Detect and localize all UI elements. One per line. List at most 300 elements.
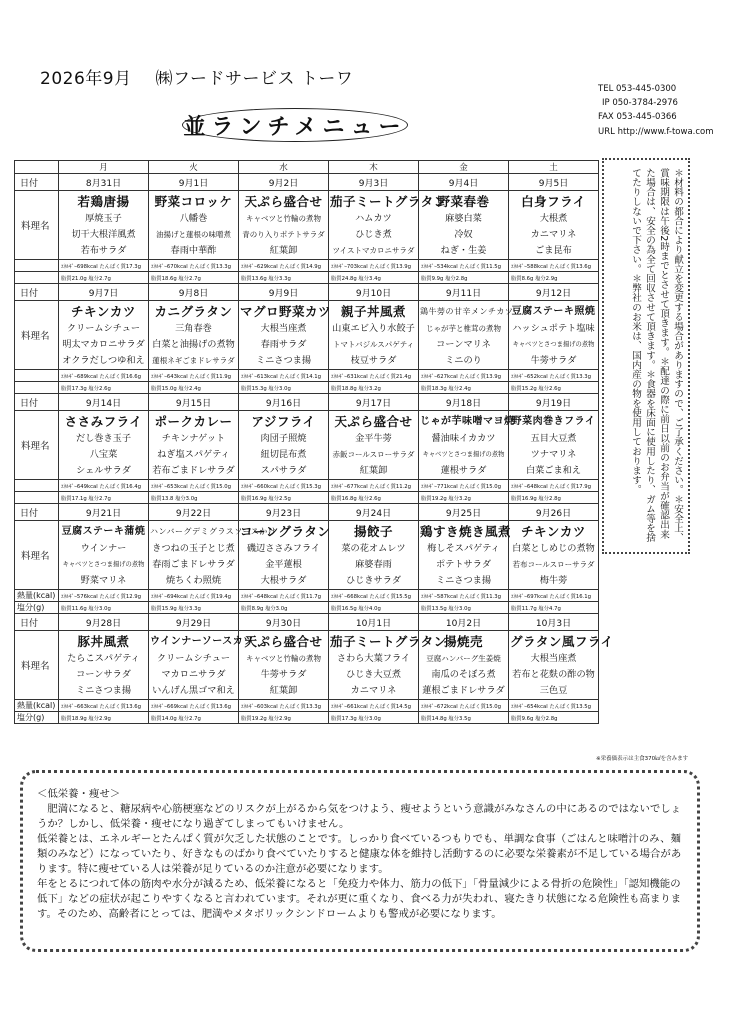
side-dish: 紅葉卸 [269,245,298,256]
menu-month: 2026年9月 [40,69,132,89]
energy-row [15,260,599,272]
side-dish: 蓮根サラダ [440,465,487,476]
side-dish: 明太マカロニサラダ [62,339,145,350]
main-dish: 白身フライ [521,194,586,209]
day-menu-cell [59,301,149,370]
side-dish: ツイストマカロニサラダ [332,246,415,255]
energy-label [15,370,59,382]
salt-value: 脂質11.6g 塩分3.0g [59,602,149,614]
side-dish: カニマリネ [530,229,577,240]
main-dish: 茄子ミートグラタン [330,634,447,649]
day-date: 9月3日 [329,174,419,191]
menu-label: 料理名 [15,521,59,590]
menu-row [15,191,599,260]
side-dish: じゃが芋と椎茸の煮物 [426,324,501,333]
side-dish: 白菜と油揚げの煮物 [152,339,235,350]
side-dish: ねぎ塩スパゲティ [157,449,230,460]
day-menu-cell [509,301,599,370]
energy-label: 熱量(kcal) [15,590,59,602]
day-date: 9月4日 [419,174,509,191]
energy-value: ｴﾈﾙｷﾞｰ694kcal たんぱく質19.4g [149,590,239,602]
salt-value: 脂質17.1g 塩分2.7g [59,492,149,504]
main-dish: 鶏すき焼き風煮 [420,524,512,539]
side-dish: トマトバジルスパゲティ [332,340,415,349]
ip-phone: IP 050-3784-2976 [602,98,678,109]
date-label: 日付 [15,394,59,411]
menu-row [15,521,599,590]
side-dish: 梅しそスパゲティ [427,543,500,554]
salt-value: 脂質18.8g 塩分3.2g [329,382,419,394]
day-date: 9月15日 [149,394,239,411]
energy-value: ｴﾈﾙｷﾞｰ587kcal たんぱく質11.3g [419,590,509,602]
side-dish: 梅牛蒡 [539,575,568,586]
side-dish: さわら大葉フライ [336,653,411,664]
menu-row [15,631,599,700]
date-label: 日付 [15,174,59,191]
energy-value: ｴﾈﾙｷﾞｰ631kcal たんぱく質21.4g [329,370,419,382]
main-dish: ウインナーソースカツ [150,636,254,647]
side-dish: ミニのり [445,355,482,366]
date-row [15,174,599,191]
day-menu-cell [59,191,149,260]
day-menu-cell [239,521,329,590]
side-dish: キャベツとさつま揚げの煮物 [512,341,595,348]
main-dish: チキンカツ [521,524,586,539]
side-dish: スパサラダ [260,465,307,476]
energy-value: ｴﾈﾙｷﾞｰ668kcal たんぱく質15.5g [329,590,419,602]
day-menu-cell [149,191,239,260]
salt-row [15,602,599,614]
side-dish: 大根当座煮 [260,323,307,334]
salt-row [15,382,599,394]
main-dish: 天ぷら盛合せ [244,194,323,209]
side-dish: 三色豆 [539,685,568,696]
day-date: 9月26日 [509,504,599,521]
day-menu-cell [329,411,419,480]
energy-value: ｴﾈﾙｷﾞｰ698kcal たんぱく質17.3g [59,260,149,272]
side-dish: キャベツと竹輪の煮物 [246,214,321,223]
salt-value: 脂質18.9g 塩分2.9g [59,712,149,724]
salt-value: 脂質8.9g 塩分3.0g [239,602,329,614]
header-title [40,64,371,89]
day-date: 9月29日 [149,614,239,631]
day-date: 9月7日 [59,284,149,301]
company-name: ㈱フードサービス トーワ [155,69,354,89]
side-dish: 春雨中華酢 [170,245,217,256]
salt-value: 脂質16.5g 塩分4.0g [329,602,419,614]
main-dish: カニグラタン [154,304,233,319]
side-dish: 白菜ごま和え [525,465,582,476]
main-dish: 揚餃子 [353,524,393,539]
weekday-header: 金 [419,161,509,174]
energy-value: ｴﾈﾙｷﾞｰ627kcal たんぱく質13.9g [419,370,509,382]
side-dish: キャベツとさつま揚げの煮物 [62,561,145,568]
day-menu-cell [149,301,239,370]
side-dish: 青のり入りポテトサラダ [242,230,325,239]
day-date: 9月25日 [419,504,509,521]
date-row [15,284,599,301]
side-dish: 牛蒡サラダ [260,669,307,680]
salt-label: 塩分(g) [15,602,59,614]
weekday-header: 水 [239,161,329,174]
side-dish: ポテトサラダ [435,559,492,570]
day-date: 9月11日 [419,284,509,301]
menu-table [14,160,614,765]
side-dish: マカロニサラダ [161,669,226,680]
main-dish: 親子丼風煮 [340,304,406,319]
salt-value: 脂質13.6g 塩分3.3g [239,272,329,284]
day-menu-cell [329,301,419,370]
side-dish: ごま昆布 [535,245,572,256]
date-label: 日付 [15,614,59,631]
side-dish: だし巻き玉子 [75,433,132,444]
energy-value: ｴﾈﾙｷﾞｰ576kcal たんぱく質12.9g [59,590,149,602]
day-date: 9月12日 [509,284,599,301]
side-dish: ツナマリネ [530,449,577,460]
energy-row [15,370,599,382]
energy-value: ｴﾈﾙｷﾞｰ663kcal たんぱく質13.6g [59,700,149,712]
energy-value: ｴﾈﾙｷﾞｰ677kcal たんぱく質11.2g [329,480,419,492]
side-dish: クリームシチュー [156,653,231,664]
side-dish: 大根煮 [539,213,568,224]
day-menu-cell [149,631,254,700]
day-date: 9月23日 [239,504,329,521]
day-menu-cell [329,521,419,590]
side-dish: 五目大豆煮 [530,433,577,444]
side-dish: 金平蓮根 [265,559,302,570]
salt-value: 脂質13.5g 塩分3.0g [419,602,509,614]
salt-label [15,492,59,504]
energy-value: ｴﾈﾙｷﾞｰ697kcal たんぱく質16.1g [509,590,599,602]
side-dish: 若布サラダ [80,245,127,256]
weekday-header-row [15,161,599,174]
salt-row [15,712,599,724]
day-date: 9月17日 [329,394,419,411]
side-dish: ハムカツ [355,213,392,224]
side-dish: 紐切昆布煮 [260,449,307,460]
salt-value: 脂質21.0g 塩分2.7g [59,272,149,284]
energy-value: ｴﾈﾙｷﾞｰ534kcal たんぱく質11.5g [419,260,509,272]
side-dish: ミニさつま揚 [75,685,132,696]
side-dish: 白菜としめじの煮物 [512,543,595,554]
weekday-header-blank [15,161,59,174]
energy-label [15,480,59,492]
day-date: 9月18日 [419,394,509,411]
advice-paragraph-3: 年をとるにつれて体の筋肉や水分が減るため、低栄養になると「免疫力や体力、筋力の低下」「骨量減少による骨折の危険性」「認知機能の低下」などの症状が起こりやすくなると言われています。それが更に重くなり、食べる力が失われ、寝たきり状態になる危険性も高まります。そのため、高齢者にとっては、肥満やメタボリックシンドロームよりも警戒が必要になります。 [37,878,682,920]
energy-value: ｴﾈﾙｷﾞｰ653kcal たんぱく質15.0g [149,480,239,492]
day-menu-cell [149,411,239,480]
nutrition-footnote: ※栄養価表示は主食370㎉を含みます [596,756,689,762]
side-dish: 蓮根ごまドレサラダ [422,685,505,696]
salt-value: 脂質17.3g 塩分3.0g [329,712,419,724]
main-dish: じゃが芋味噌マヨ焼 [420,416,515,427]
day-menu-cell [59,411,149,480]
day-date: 9月24日 [329,504,419,521]
menu-title: 並ランチメニュー [182,108,408,142]
side-dish: コーンサラダ [76,669,131,680]
salt-value: 脂質15.0g 塩分2.4g [149,382,239,394]
side-dish: チキンナゲット [161,433,226,444]
energy-value: ｴﾈﾙｷﾞｰ648kcal たんぱく質11.7g [239,590,329,602]
energy-row [15,480,599,492]
salt-value: 脂質16.9g 塩分2.5g [239,492,329,504]
menu-row [15,411,599,480]
day-menu-cell [509,411,599,480]
energy-value: ｴﾈﾙｷﾞｰ672kcal たんぱく質15.0g [419,700,509,712]
side-dish: ミニさつま揚 [255,355,312,366]
side-dish: 大根サラダ [260,575,307,586]
side-dish: 金平牛蒡 [355,433,392,444]
side-dish: 切干大根洋風煮 [71,229,136,240]
menu-grid [14,160,614,724]
salt-value: 脂質11.7g 塩分4.7g [509,602,599,614]
side-dish: 焼ちくわ照焼 [165,575,222,586]
salt-value: 脂質14.8g 塩分3.5g [419,712,509,724]
weekday-header: 火 [149,161,239,174]
energy-value: ｴﾈﾙｷﾞｰ643kcal たんぱく質11.9g [149,370,239,382]
side-dish: 麻婆春雨 [355,559,392,570]
salt-value: 脂質24.8g 塩分3.4g [329,272,419,284]
main-dish: 茄子ミートグラタン [330,194,447,209]
day-date: 10月2日 [419,614,509,631]
day-date: 9月9日 [239,284,329,301]
side-dish: ひじき大豆煮 [345,669,402,680]
energy-value: ｴﾈﾙｷﾞｰ588kcal たんぱく質13.6g [509,260,599,272]
main-dish: ささみフライ [64,414,143,429]
main-dish: 若鶏唐揚 [77,194,130,209]
menu-label: 料理名 [15,191,59,260]
menu-label: 料理名 [15,411,59,480]
salt-value: 脂質18.6g 塩分2.7g [149,272,239,284]
energy-value: ｴﾈﾙｷﾞｰ648kcal たんぱく質17.9g [509,480,599,492]
salt-value: 脂質9.9g 塩分2.8g [419,272,509,284]
side-dish: 山東エビ入り水餃子 [332,323,415,334]
salt-label [15,272,59,284]
side-dish: ウインナー [80,543,127,554]
day-menu-cell [239,411,329,480]
day-menu-cell [329,191,447,260]
side-dish: 八幡巻 [179,213,208,224]
notice-box: ＊材料の都合により献立を変更する場合がありますので、ご了承ください。＊安全上、賞味期限は午後2時までとさせて頂きます。＊配達の際に前日以前のお弁当が確認出来た場合は、安全の為全て回収させて頂きます。＊食器を床面に使用したり、ガム等を捨てたりしないで下さい。＊弊社のお米は、国内産の物を使用しております。 [602,158,690,554]
day-date: 9月8日 [149,284,239,301]
salt-value: 脂質16.9g 塩分2.8g [509,492,599,504]
day-date: 9月30日 [239,614,329,631]
salt-value: 脂質19.2g 塩分2.9g [239,712,329,724]
main-dish: ハンバーグデミグラスソースかけ [150,527,277,536]
side-dish: 厚焼玉子 [85,213,122,224]
energy-value: ｴﾈﾙｷﾞｰ669kcal たんぱく質13.6g [149,700,239,712]
salt-value: 脂質15.9g 塩分3.3g [149,602,239,614]
day-menu-cell [509,631,614,700]
side-dish: 磯辺ささみフライ [246,543,321,554]
energy-row [15,700,599,712]
energy-value: ｴﾈﾙｷﾞｰ649kcal たんぱく質16.4g [59,480,149,492]
side-dish: 大根当座煮 [530,653,577,664]
tel: TEL 053-445-0300 [598,84,677,94]
date-row [15,394,599,411]
main-dish: グラタン風フライ [510,634,614,649]
salt-value: 脂質15.3g 塩分3.0g [239,382,329,394]
side-dish: キャベツとさつま揚げの煮物 [422,451,505,458]
main-dish: 揚焼売 [443,634,483,649]
day-date: 9月2日 [239,174,329,191]
main-dish: 豆腐ステーキ蒲焼 [61,526,146,537]
menu-label: 料理名 [15,631,59,700]
side-dish: キャベツと竹輪の煮物 [246,654,321,663]
energy-value: ｴﾈﾙｷﾞｰ654kcal たんぱく質13.5g [509,700,599,712]
energy-value: ｴﾈﾙｷﾞｰ660kcal たんぱく質15.3g [239,480,329,492]
side-dish: 肉団子照焼 [260,433,307,444]
side-dish: 麻婆白菜 [445,213,482,224]
energy-label [15,260,59,272]
side-dish: 紅葉卸 [359,465,388,476]
side-dish: 蓮根ネギごまドレサラダ [152,356,235,365]
advice-paragraph-1: 肥満になると、糖尿病や心筋梗塞などのリスクが上がるから気をつけよう、痩せようという意識がみなさんの中にあるのではないでしょうか？しかし、低栄養・痩せになり過ぎてしまってもいけません。 [37,803,682,830]
day-date: 10月3日 [509,614,599,631]
weekday-header: 土 [509,161,599,174]
salt-value: 脂質8.6g 塩分2.9g [509,272,599,284]
main-dish: 野菜コロッケ [154,194,233,209]
salt-value: 脂質13.8 塩分3.0g [149,492,239,504]
contact-info [598,82,728,139]
energy-value: ｴﾈﾙｷﾞｰ670kcal たんぱく質13.3g [149,260,239,272]
side-dish: 八宝菜 [89,449,118,460]
day-menu-cell [59,631,149,700]
day-menu-cell [329,631,447,700]
side-dish: きつねの玉子とじ煮 [152,543,235,554]
day-menu-cell [239,191,329,260]
energy-value: ｴﾈﾙｷﾞｰ703kcal たんぱく質13.9g [329,260,419,272]
side-dish: 冷奴 [454,229,473,240]
day-date: 9月22日 [149,504,239,521]
salt-value: 脂質15.2g 塩分2.6g [509,382,599,394]
day-date: 10月1日 [329,614,419,631]
side-dish: 野菜マリネ [80,575,127,586]
day-date: 9月19日 [509,394,599,411]
salt-value: 脂質17.3g 塩分2.6g [59,382,149,394]
day-menu-cell [419,301,514,370]
salt-value: 脂質16.8g 塩分2.6g [329,492,419,504]
main-dish: 天ぷら盛合せ [334,414,413,429]
side-dish: 春雨サラダ [260,339,307,350]
side-dish: 南瓜のそぼろ煮 [431,669,496,680]
main-dish: 鶏牛蒡の甘辛メンチカツ [420,307,514,316]
side-dish: 若布と花麩の酢の物 [512,669,595,680]
energy-value: ｴﾈﾙｷﾞｰ652kcal たんぱく質13.3g [509,370,599,382]
salt-value: 脂質19.2g 塩分3.2g [419,492,509,504]
day-date: 8月31日 [59,174,149,191]
salt-label: 塩分(g) [15,712,59,724]
energy-value: ｴﾈﾙｷﾞｰ771kcal たんぱく質15.0g [419,480,509,492]
energy-value: ｴﾈﾙｷﾞｰ689kcal たんぱく質16.6g [59,370,149,382]
advice-heading: ＜低栄養・痩せ＞ [37,788,121,800]
day-menu-cell [239,301,332,370]
main-dish: アジフライ [251,414,316,429]
date-label: 日付 [15,284,59,301]
salt-value: 脂質9.6g 塩分2.8g [509,712,599,724]
fax: FAX 053-445-0366 [598,112,677,123]
side-dish: 紅葉卸 [269,685,298,696]
day-menu-cell [419,521,512,590]
side-dish: 赤飯コールスローサラダ [332,450,415,459]
day-menu-cell [509,521,599,590]
side-dish: コーンマリネ [436,339,491,350]
side-dish: カニマリネ [350,685,397,696]
side-dish: 油揚げと蓮根の味噌煮 [156,230,231,239]
day-date: 9月28日 [59,614,149,631]
side-dish: ひじきサラダ [345,575,402,586]
day-menu-cell [59,521,149,590]
advice-paragraph-2: 低栄養とは、エネルギーとたんぱく質が欠乏した状態のことです。しっかり食べているつもりでも、単調な食事（ごはんと味噌汁のみ、麺類のみなど）になっていたり、好きなものばかり食べていたりすると健康な体を維持し活動するのに必要な栄養素が不足している場合があります。特に痩せている人は栄養が足りているのか注意が必要になります。 [37,833,682,875]
side-dish: ミニさつま揚 [435,575,492,586]
date-row [15,504,599,521]
date-label: 日付 [15,504,59,521]
day-date: 9月10日 [329,284,419,301]
main-dish: 豚丼風煮 [77,634,130,649]
main-dish: 野菜春巻 [437,194,490,209]
side-dish: ハッシュポテト塩味 [512,323,595,334]
menu-label: 料理名 [15,301,59,370]
side-dish: 若布ごまドレサラダ [152,465,235,476]
date-row [15,614,599,631]
weekday-header: 月 [59,161,149,174]
day-date: 9月1日 [149,174,239,191]
side-dish: クリームシチュー [66,323,141,334]
main-dish: 豆腐ステーキ照焼 [511,306,596,317]
salt-row [15,492,599,504]
weekday-header: 木 [329,161,419,174]
main-dish: 野菜肉巻きフライ [511,416,596,427]
nutrition-advice-box [20,770,700,952]
main-dish: チキンカツ [71,304,136,319]
salt-value: 脂質14.0g 塩分2.7g [149,712,239,724]
energy-label: 熱量(kcal) [15,700,59,712]
day-date: 9月14日 [59,394,149,411]
salt-label [15,382,59,394]
energy-value: ｴﾈﾙｷﾞｰ661kcal たんぱく質14.5g [329,700,419,712]
side-dish: 若布コールスローサラダ [512,560,595,569]
energy-value: ｴﾈﾙｷﾞｰ613kcal たんぱく質14.1g [239,370,329,382]
side-dish: オクラだしつゆ和え [62,355,145,366]
energy-value: ｴﾈﾙｷﾞｰ629kcal たんぱく質14.9g [239,260,329,272]
main-dish: 天ぷら盛合せ [244,634,323,649]
day-date: 9月5日 [509,174,599,191]
main-dish: コーングラタン [240,524,331,539]
main-dish: ポークカレー [154,414,233,429]
side-dish: ひじき煮 [355,229,392,240]
day-menu-cell [149,521,277,590]
day-date: 9月21日 [59,504,149,521]
side-dish: 菜の花オムレツ [341,543,406,554]
day-date: 9月16日 [239,394,329,411]
day-menu-cell [509,191,599,260]
side-dish: 春雨ごまドレサラダ [152,559,235,570]
side-dish: シェルサラダ [76,465,131,476]
side-dish: 醤油味イカカツ [431,433,496,444]
menu-row [15,301,599,370]
energy-value: ｴﾈﾙｷﾞｰ603kcal たんぱく質13.3g [239,700,329,712]
day-menu-cell [419,411,515,480]
salt-value: 脂質18.3g 塩分2.4g [419,382,509,394]
side-dish: 三角春巻 [175,323,212,334]
main-dish: マグロ野菜カツ [240,304,332,319]
day-menu-cell [239,631,329,700]
salt-row [15,272,599,284]
side-dish: 豆腐ハンバーグ生姜焼 [426,654,501,663]
website-url[interactable]: URL http://www.f-towa.com [598,126,714,137]
side-dish: いんげん黒ゴマ和え [152,685,235,696]
side-dish: 牛蒡サラダ [530,355,577,366]
